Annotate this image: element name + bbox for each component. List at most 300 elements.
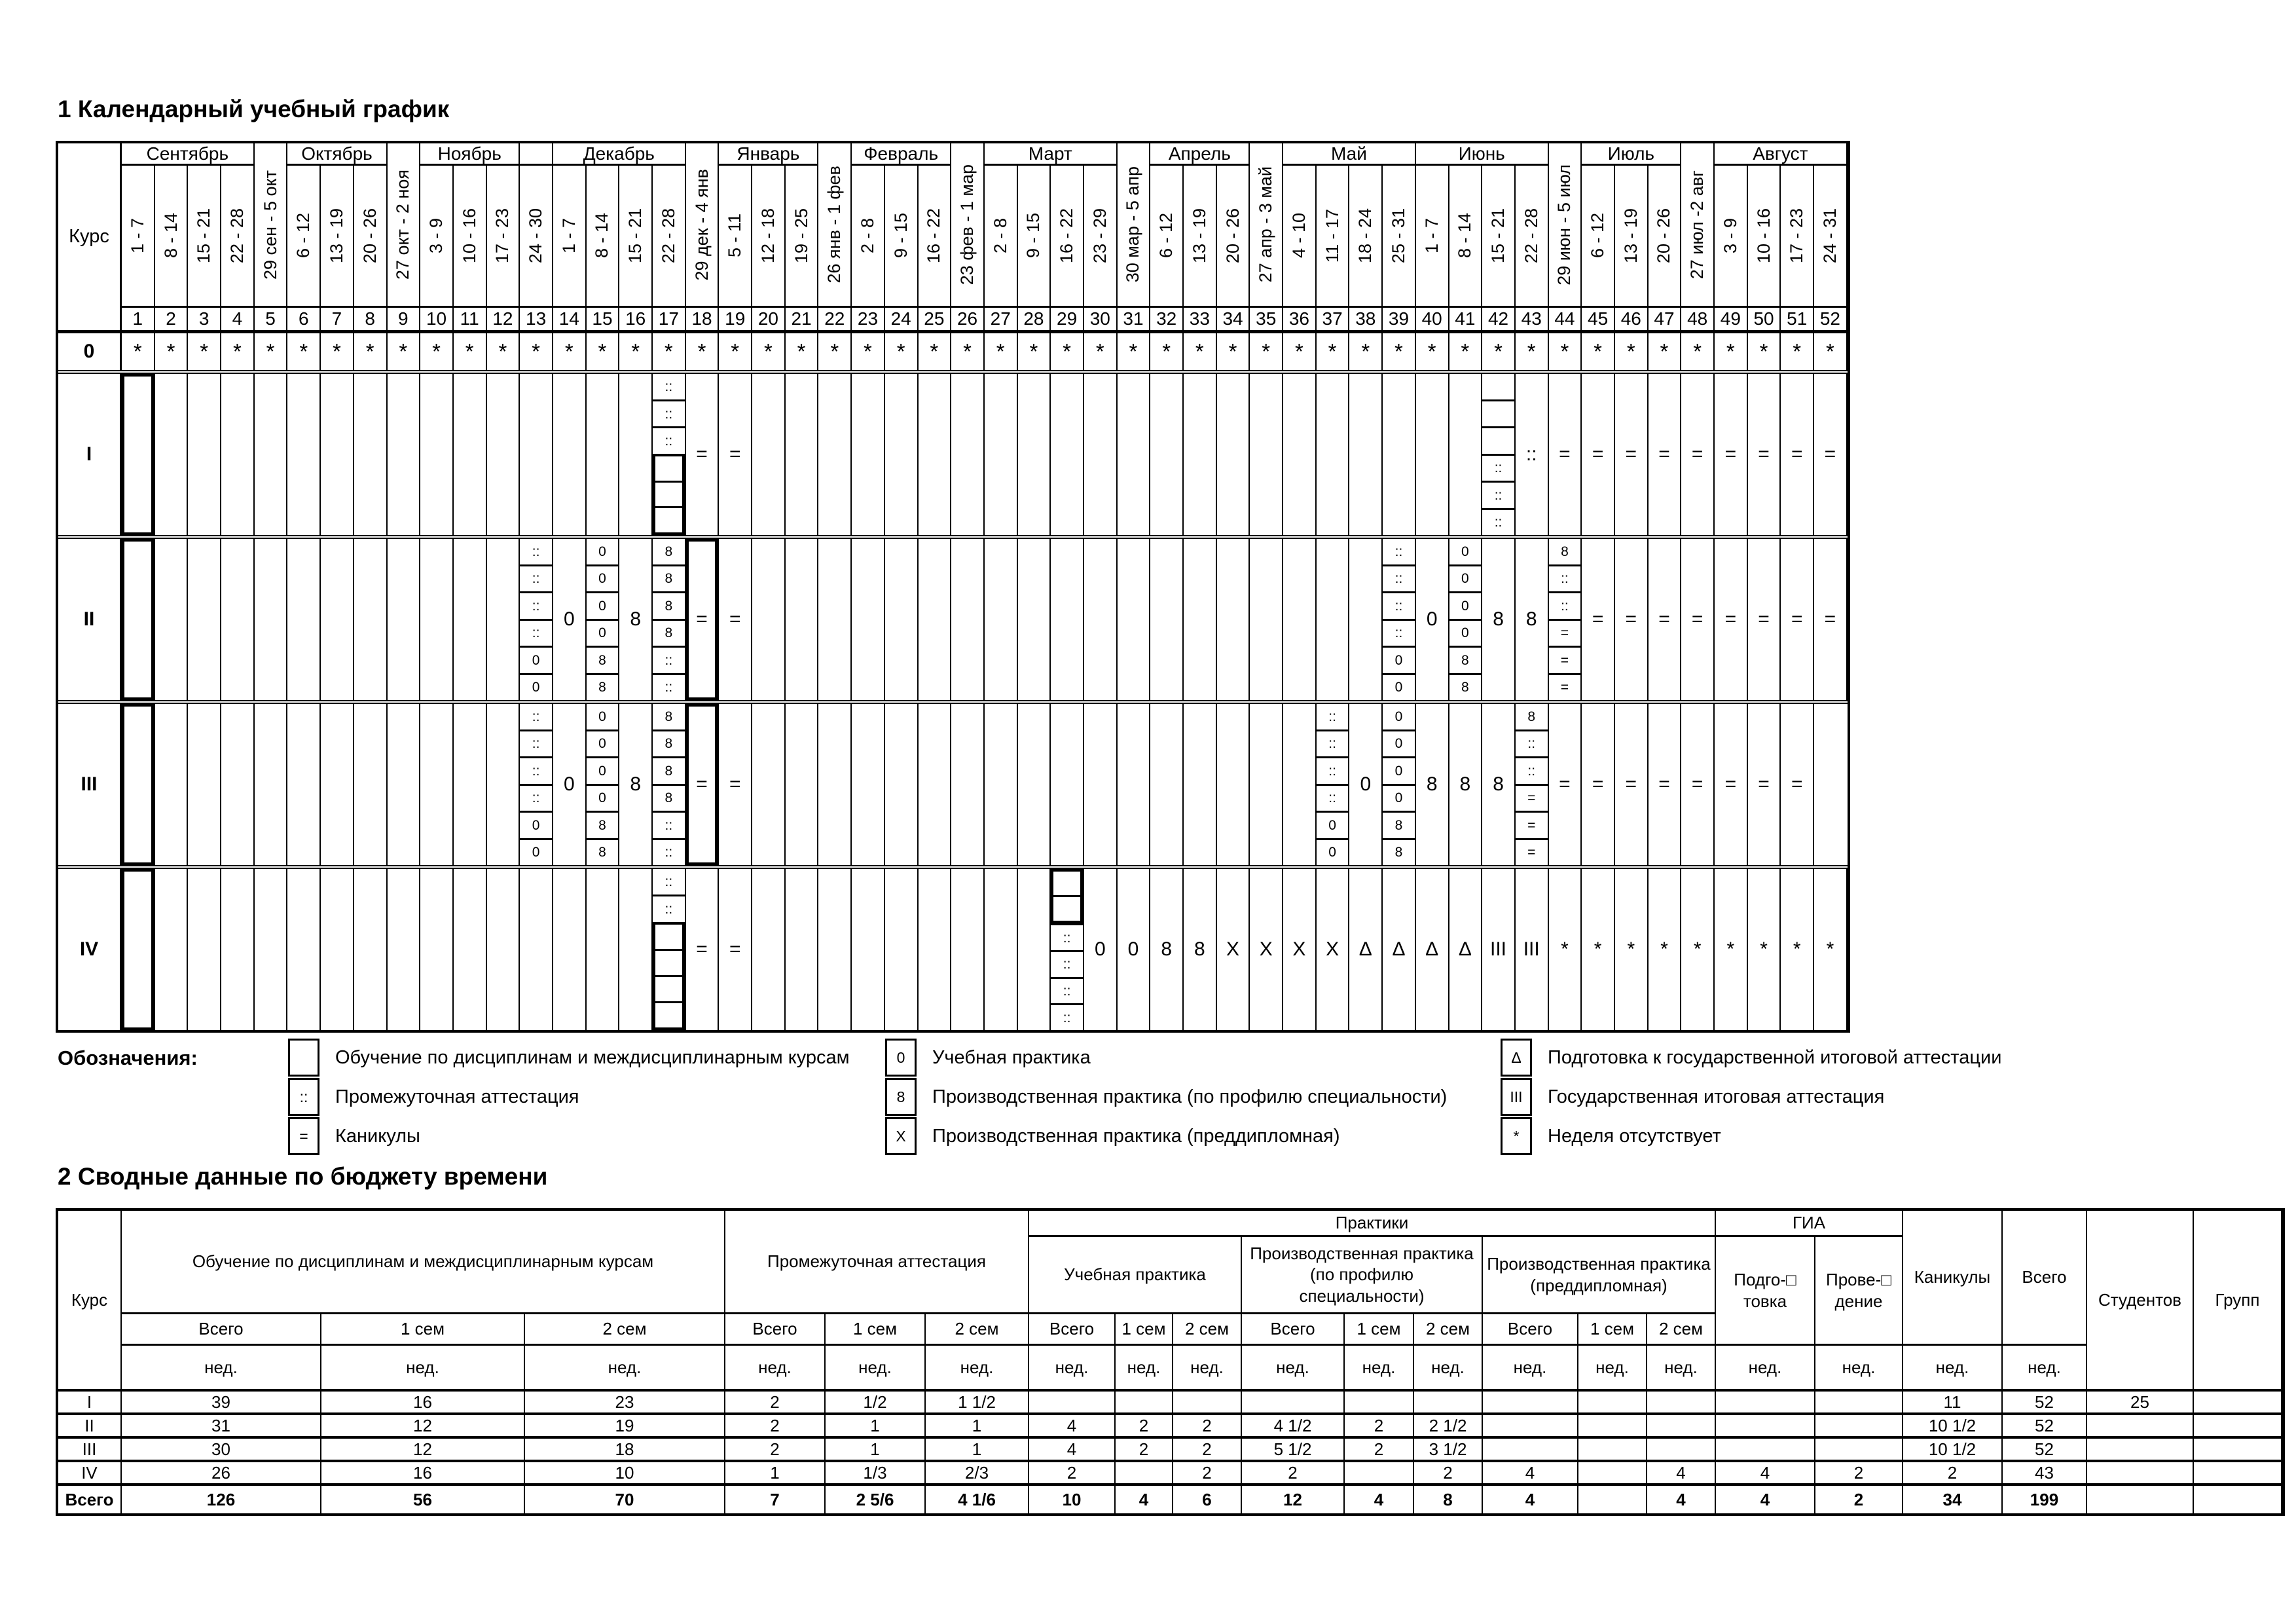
summary-row-label: I — [58, 1392, 122, 1415]
week-dates-cell — [122, 166, 155, 306]
month-header: Май — [1283, 143, 1416, 166]
week-cell: Δ — [1349, 869, 1383, 1030]
summary-value: 43 — [2003, 1462, 2087, 1486]
week-subcell: :: — [1549, 564, 1581, 592]
week-cell: * — [1582, 333, 1615, 370]
week-cell — [1217, 374, 1250, 535]
summary-subheader: 1 сем — [826, 1314, 926, 1346]
week-subcell — [655, 506, 682, 532]
month-header: Июль — [1582, 143, 1681, 166]
week-date-label: 1 - 7 — [558, 217, 579, 254]
calendar-row-II — [58, 535, 1848, 700]
legend-text: Производственная практика (по профилю специальности) — [932, 1086, 1448, 1107]
week-cell: 8 — [1482, 539, 1516, 700]
week-cell: * — [1250, 333, 1283, 370]
week-cell — [1250, 539, 1283, 700]
week-number: 35 — [1250, 306, 1283, 330]
week-cell: = — [1715, 704, 1748, 865]
week-subcell: :: — [520, 619, 552, 646]
week-cell — [951, 704, 985, 865]
week-cell: Δ — [1383, 869, 1416, 1030]
week-subcell: :: — [653, 646, 685, 673]
summary-value: 12 — [321, 1415, 525, 1439]
summary-value — [1483, 1439, 1578, 1462]
summary-value: 2 — [1903, 1462, 2003, 1486]
week-dates-cell — [221, 166, 255, 306]
week-cell — [818, 539, 852, 700]
summary-row-label: Всего — [58, 1486, 122, 1513]
week-dates-cell — [1051, 166, 1084, 306]
week-cell — [1018, 869, 1051, 1030]
summary-value: 23 — [525, 1392, 725, 1415]
week-cell: = — [1582, 539, 1615, 700]
week-cell — [520, 374, 553, 535]
week-number: 36 — [1283, 306, 1317, 330]
summary-table — [56, 1208, 2285, 1516]
summary-value: 8 — [1414, 1486, 1483, 1513]
week-cell: = — [686, 704, 720, 865]
summary-value: 4 — [1716, 1462, 1815, 1486]
week-subcell: 0 — [1394, 709, 1403, 724]
week-dates-cell — [786, 166, 819, 306]
week-date-label: 15 - 21 — [625, 208, 646, 264]
week-cell: 8 — [1516, 539, 1549, 700]
week-subcell — [1053, 895, 1080, 921]
summary-value: 4 — [1116, 1486, 1173, 1513]
summary-value: 3 1/2 — [1414, 1439, 1483, 1462]
week-subcell — [655, 1001, 682, 1027]
week-date-label: 27 июл -2 авг — [1687, 170, 1707, 280]
summary-value: 2 — [725, 1415, 826, 1439]
summary-unit-header: нед. — [1716, 1346, 1815, 1392]
week-date-label: 3 - 9 — [1720, 217, 1740, 254]
summary-value: 1 — [725, 1462, 826, 1486]
summary-value: 2 — [1414, 1462, 1483, 1486]
summary-value: 30 — [122, 1439, 321, 1462]
week-cell — [255, 704, 288, 865]
week-subcell: 8 — [653, 619, 685, 646]
week-subcell: 0 — [587, 756, 619, 784]
summary-value: 1 — [926, 1439, 1029, 1462]
summary-value: 6 — [1173, 1486, 1242, 1513]
summary-value: 4 — [1483, 1486, 1578, 1513]
week-cell: * — [1283, 333, 1317, 370]
week-cell — [454, 704, 487, 865]
week-cell: = — [1781, 374, 1814, 535]
week-cell — [420, 704, 454, 865]
week-cell — [454, 374, 487, 535]
week-cell-split — [653, 704, 686, 865]
week-cell: = — [1549, 704, 1582, 865]
week-subcell: 0 — [1449, 591, 1482, 619]
week-number: 43 — [1516, 306, 1549, 330]
week-subcell: 0 — [587, 564, 619, 592]
calendar-row-III — [58, 700, 1848, 865]
week-cell: 0 — [1349, 704, 1383, 865]
week-cell — [321, 704, 354, 865]
week-dates-cell — [686, 143, 720, 306]
week-cell: * — [619, 333, 653, 370]
week-cell — [1283, 374, 1317, 535]
week-cell — [354, 704, 388, 865]
summary-value: 2 — [1173, 1439, 1242, 1462]
week-dates-cell — [487, 166, 520, 306]
week-date-label: 8 - 14 — [160, 213, 181, 259]
week-cell — [1250, 374, 1283, 535]
week-dates-cell — [454, 166, 487, 306]
week-dates-cell — [719, 166, 752, 306]
week-number: 13 — [520, 306, 553, 330]
week-cell — [752, 374, 786, 535]
summary-value — [1815, 1415, 1903, 1439]
course-row-label: 0 — [58, 333, 122, 370]
week-date-label: 2 - 8 — [857, 217, 877, 254]
week-subcell: :: — [665, 378, 673, 394]
week-date-label: 17 - 23 — [492, 208, 513, 264]
week-subcell: = — [1549, 673, 1581, 701]
week-cell: * — [1416, 333, 1449, 370]
week-cell: * — [653, 333, 686, 370]
week-subcell: :: — [1516, 756, 1548, 784]
week-subcell: 0 — [520, 838, 552, 866]
week-cell: * — [388, 333, 421, 370]
summary-value: 126 — [122, 1486, 321, 1513]
week-date-label: 30 мар - 5 апр — [1123, 166, 1143, 283]
week-date-label: 19 - 25 — [791, 208, 811, 264]
week-cell: * — [1018, 333, 1051, 370]
summary-value — [1029, 1392, 1116, 1415]
week-number: 15 — [587, 306, 620, 330]
week-cell: X — [1317, 869, 1350, 1030]
week-cell — [520, 869, 553, 1030]
week-date-label: 22 - 28 — [1521, 208, 1541, 264]
week-cell — [587, 869, 620, 1030]
week-cell — [388, 704, 421, 865]
summary-value: 1 1/2 — [926, 1392, 1029, 1415]
week-number: 33 — [1184, 306, 1217, 330]
summary-value: 2 5/6 — [826, 1486, 926, 1513]
week-cell-split — [1383, 539, 1416, 700]
summary-value — [1345, 1392, 1414, 1415]
week-cell: * — [287, 333, 321, 370]
week-dates-cell — [1482, 166, 1516, 306]
week-cell — [818, 374, 852, 535]
summary-unit-header: нед. — [1345, 1346, 1414, 1392]
week-cell: * — [188, 333, 221, 370]
week-subcell: 8 — [1383, 811, 1415, 838]
summary-value: 2/3 — [926, 1462, 1029, 1486]
week-number: 40 — [1416, 306, 1449, 330]
summary-value — [1578, 1486, 1647, 1513]
week-dates-cell — [155, 166, 189, 306]
week-cell-split — [653, 539, 686, 700]
week-cell: * — [1582, 869, 1615, 1030]
week-number: 17 — [653, 306, 686, 330]
summary-value: 4 1/2 — [1242, 1415, 1345, 1439]
summary-value — [1345, 1462, 1414, 1486]
summary-value: 5 1/2 — [1242, 1439, 1345, 1462]
week-dates-cell — [1184, 166, 1217, 306]
week-date-label: 22 - 28 — [658, 208, 678, 264]
week-dates-cell — [619, 166, 653, 306]
week-date-label: 3 - 9 — [426, 217, 446, 254]
week-date-label: 13 - 19 — [1189, 208, 1209, 264]
summary-value — [2087, 1415, 2194, 1439]
summary-value — [1647, 1439, 1716, 1462]
month-header-empty — [520, 143, 553, 166]
week-dates-cell — [951, 143, 985, 306]
week-cell: 8 — [1150, 869, 1184, 1030]
week-subcell: 0 — [598, 709, 606, 724]
gia-box-icon: III — [1501, 1078, 1532, 1116]
week-subcell: :: — [653, 673, 685, 701]
week-dates-cell — [520, 166, 553, 306]
summary-value — [1242, 1392, 1345, 1415]
week-subcell — [655, 925, 682, 949]
attestation-box-icon: :: — [288, 1078, 319, 1116]
summary-value: 10 — [525, 1462, 725, 1486]
week-dates-cell — [287, 166, 321, 306]
week-dates-cell — [188, 166, 221, 306]
week-subcell: 8 — [653, 756, 685, 784]
week-cell — [454, 539, 487, 700]
week-cell — [255, 539, 288, 700]
week-cell: * — [1748, 869, 1781, 1030]
week-cell: = — [719, 704, 752, 865]
week-cell: = — [1748, 539, 1781, 700]
week-number: 49 — [1715, 306, 1748, 330]
week-cell — [1118, 374, 1151, 535]
week-cell-split — [1317, 704, 1350, 865]
summary-value — [1647, 1415, 1716, 1439]
legend-item-gia — [1501, 1078, 1884, 1116]
week-cell: * — [255, 333, 288, 370]
week-number: 20 — [752, 306, 786, 330]
week-dates-cell — [1781, 166, 1814, 306]
calendar-header — [58, 143, 1848, 333]
week-cell — [1084, 374, 1118, 535]
week-cell: * — [1781, 869, 1814, 1030]
summary-value: 2 — [1173, 1415, 1242, 1439]
week-cell: * — [487, 333, 520, 370]
week-cell: = — [686, 869, 720, 1030]
week-dates-cell — [1118, 143, 1151, 306]
summary-value: 26 — [122, 1462, 321, 1486]
week-cell-split — [520, 539, 553, 700]
week-cell — [122, 704, 155, 865]
week-cell — [1317, 539, 1350, 700]
week-cell: = — [1615, 704, 1649, 865]
week-subcell: = — [1549, 646, 1581, 673]
week-cell — [1051, 704, 1084, 865]
week-date-label: 23 фев - 1 мар — [957, 164, 977, 286]
week-dates-cell — [587, 166, 620, 306]
calendar-row-I — [58, 370, 1848, 535]
week-subcell: 8 — [665, 709, 673, 724]
week-cell — [951, 539, 985, 700]
week-dates-cell — [1549, 143, 1582, 306]
week-subcell: 0 — [520, 811, 552, 838]
week-number: 2 — [155, 306, 189, 330]
summary-value: 2 — [1116, 1415, 1173, 1439]
week-cell: * — [852, 333, 885, 370]
summary-row-label: IV — [58, 1462, 122, 1486]
week-number: 11 — [454, 306, 487, 330]
week-date-label: 29 сен - 5 окт — [260, 170, 280, 280]
legend-text: Производственная практика (преддипломная) — [932, 1125, 1340, 1147]
week-number: 16 — [619, 306, 653, 330]
summary-value: 56 — [321, 1486, 525, 1513]
week-subcell: 0 — [1461, 544, 1469, 559]
week-cell-split — [520, 704, 553, 865]
week-cell — [221, 374, 255, 535]
week-number: 10 — [420, 306, 454, 330]
course-row-label: IV — [58, 869, 122, 1030]
week-number: 48 — [1681, 306, 1715, 330]
week-cell: * — [1649, 869, 1682, 1030]
week-dates-cell — [1084, 166, 1118, 306]
week-subcell: 0 — [520, 673, 552, 701]
week-number: 18 — [686, 306, 720, 330]
summary-subheader: 2 сем — [525, 1314, 725, 1346]
week-cell: III — [1516, 869, 1549, 1030]
week-cell — [919, 869, 952, 1030]
course-row-label: III — [58, 704, 122, 865]
week-cell: = — [1681, 374, 1715, 535]
prof-practice-box-icon: 8 — [885, 1078, 917, 1116]
week-cell: = — [1549, 374, 1582, 535]
week-dates-cell — [818, 143, 852, 306]
week-cell: * — [1814, 333, 1848, 370]
week-number: 37 — [1317, 306, 1350, 330]
week-subcell: 0 — [1383, 756, 1415, 784]
week-cell — [619, 869, 653, 1030]
summary-value: 52 — [2003, 1439, 2087, 1462]
summary-value — [1173, 1392, 1242, 1415]
week-cell: X — [1283, 869, 1317, 1030]
week-number: 52 — [1814, 306, 1848, 330]
week-dates-cell — [1018, 166, 1051, 306]
week-number: 23 — [852, 306, 885, 330]
week-cell — [287, 539, 321, 700]
week-subcell: 0 — [1317, 811, 1349, 838]
week-cell — [1018, 704, 1051, 865]
summary-header-kurs: Курс — [58, 1211, 122, 1392]
week-cell — [786, 704, 819, 865]
week-subcell: 0 — [587, 619, 619, 646]
summary-value: 31 — [122, 1415, 321, 1439]
week-cell: * — [454, 333, 487, 370]
summary-value: 52 — [2003, 1392, 2087, 1415]
week-subcell: :: — [1317, 756, 1349, 784]
summary-unit-header: нед. — [1173, 1346, 1242, 1392]
week-cell: * — [1051, 333, 1084, 370]
summary-subheader: 1 сем — [1578, 1314, 1647, 1346]
week-date-label: 16 - 22 — [924, 208, 944, 264]
week-cell: * — [1615, 869, 1649, 1030]
summary-value: 16 — [321, 1462, 525, 1486]
week-subcell — [655, 949, 682, 975]
week-subcell: :: — [532, 544, 540, 559]
week-dates-cell — [885, 166, 919, 306]
week-subcell: 8 — [1449, 673, 1482, 701]
week-cell-split — [1482, 374, 1516, 535]
summary-value — [1815, 1439, 1903, 1462]
week-dates-cell — [919, 166, 952, 306]
week-cell — [818, 869, 852, 1030]
summary-value — [2194, 1439, 2282, 1462]
week-number: 6 — [287, 306, 321, 330]
week-cell — [885, 869, 919, 1030]
week-dates-cell — [985, 166, 1018, 306]
week-subcell — [655, 975, 682, 1001]
week-cell: * — [520, 333, 553, 370]
month-header: Сентябрь — [122, 143, 255, 166]
week-cell — [1184, 374, 1217, 535]
month-header: Октябрь — [287, 143, 387, 166]
week-number: 14 — [553, 306, 587, 330]
week-cell: * — [553, 333, 587, 370]
week-subcell — [1482, 426, 1514, 454]
week-cell — [1150, 539, 1184, 700]
week-number: 34 — [1217, 306, 1250, 330]
summary-unit-header: нед. — [725, 1346, 826, 1392]
summary-value: 52 — [2003, 1415, 2087, 1439]
week-subcell: :: — [520, 591, 552, 619]
summary-value: 2 — [1815, 1462, 1903, 1486]
week-date-label: 17 - 23 — [1787, 208, 1807, 264]
summary-value: 18 — [525, 1439, 725, 1462]
week-date-label: 27 окт - 2 ноя — [393, 169, 413, 280]
week-dates-cell — [553, 166, 587, 306]
week-cell: * — [951, 333, 985, 370]
week-cell — [1217, 704, 1250, 865]
week-dates-cell — [420, 166, 454, 306]
week-cell: * — [818, 333, 852, 370]
legend-item-absent-week — [1501, 1117, 1721, 1155]
week-cell — [786, 869, 819, 1030]
week-cell — [852, 539, 885, 700]
calendar-body — [58, 333, 1848, 1030]
week-subcell — [1482, 399, 1514, 427]
week-subcell: 0 — [587, 784, 619, 811]
week-dates-cell — [1814, 166, 1848, 306]
week-subcell: :: — [653, 399, 685, 427]
week-cell: 8 — [1482, 704, 1516, 865]
week-cell: * — [919, 333, 952, 370]
week-cell — [1084, 539, 1118, 700]
legend-item-vacation — [288, 1117, 420, 1155]
week-cell: = — [1748, 374, 1781, 535]
week-cell — [155, 704, 189, 865]
week-number: 46 — [1615, 306, 1649, 330]
week-number: 12 — [487, 306, 520, 330]
week-cell: * — [985, 333, 1018, 370]
week-subcell: :: — [1516, 729, 1548, 757]
week-cell: = — [1715, 539, 1748, 700]
week-number: 1 — [122, 306, 155, 330]
summary-subheader: Всего — [1242, 1314, 1345, 1346]
week-date-label: 11 - 17 — [1322, 208, 1342, 263]
week-date-label: 24 - 31 — [1819, 208, 1840, 264]
week-subcell: 8 — [587, 838, 619, 866]
summary-value: 12 — [321, 1439, 525, 1462]
summary-value: 1 — [826, 1439, 926, 1462]
summary-value: 199 — [2003, 1486, 2087, 1513]
summary-value — [1578, 1462, 1647, 1486]
week-number: 44 — [1549, 306, 1582, 330]
week-subcell: :: — [1482, 508, 1514, 536]
